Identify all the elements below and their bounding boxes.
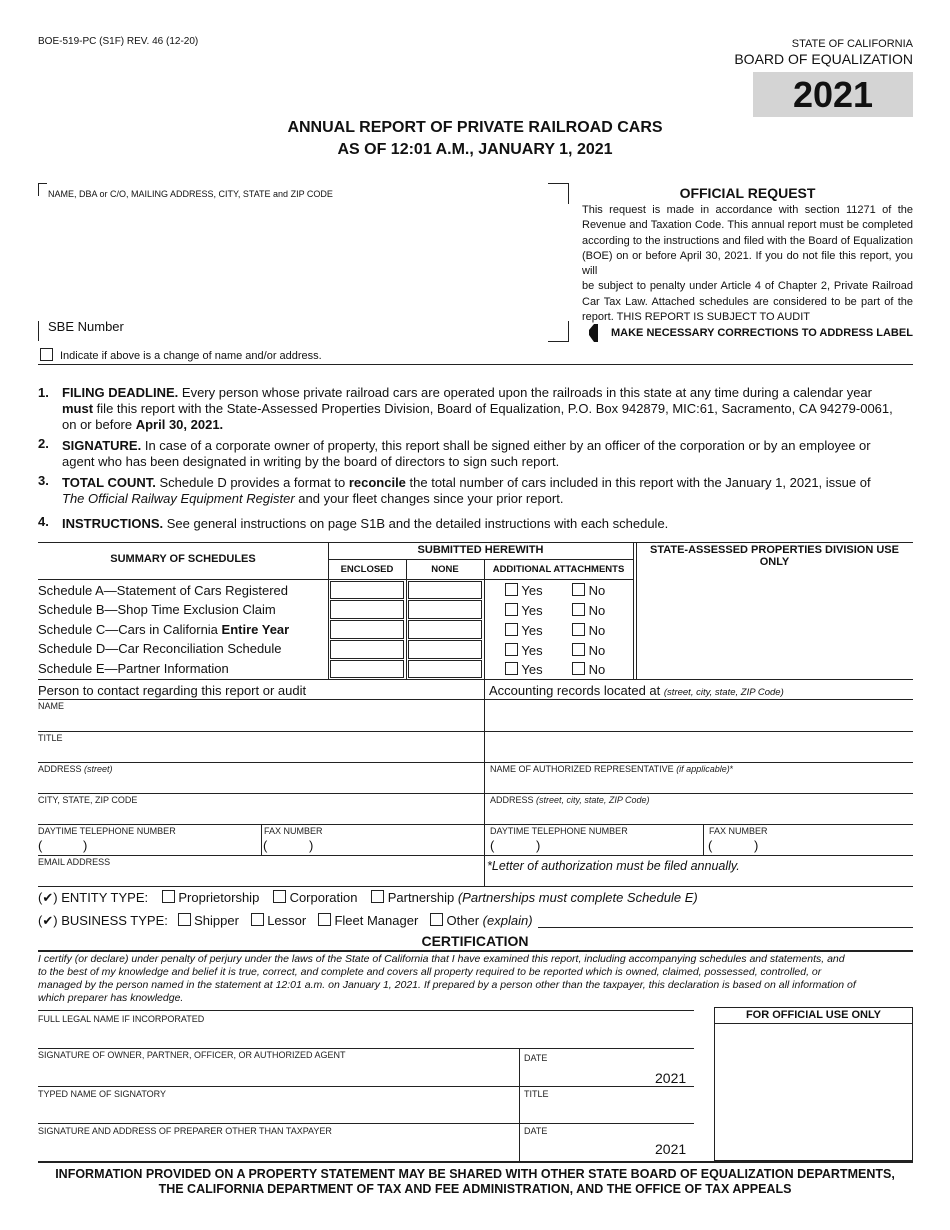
divider — [38, 679, 913, 680]
checkbox[interactable] — [505, 583, 518, 596]
page-subtitle: AS OF 12:01 A.M., JANUARY 1, 2021 — [337, 141, 613, 158]
contact-address-input[interactable] — [38, 775, 483, 793]
schedule-c-none-input[interactable] — [408, 620, 482, 639]
rep-name-input[interactable] — [490, 775, 913, 793]
instruction-text: Every person whose private railroad cars are operated upon the railroads in this state at any time during a calendar year — [178, 385, 872, 400]
instruction-italic: The Official Railway Equipment Register — [62, 491, 295, 506]
option-label: Corporation — [289, 890, 358, 905]
checkbox[interactable] — [505, 603, 518, 616]
divider — [38, 1048, 694, 1049]
instruction-number: 2. — [38, 436, 49, 451]
schedule-c-enclosed-input[interactable] — [330, 620, 404, 639]
contact-person-label: Person to contact regarding this report or audit — [38, 683, 307, 698]
instruction-filing-deadline — [62, 385, 922, 433]
instruction-text: on or before — [62, 417, 136, 432]
contact-city-input[interactable] — [38, 806, 483, 824]
checkbox[interactable] — [178, 913, 191, 926]
contact-fax-paren-open: ( — [263, 838, 268, 853]
contact-fax-paren-close: ) — [309, 838, 314, 853]
instruction-text: the total number of cars included in this report with the January 1, 2021, issue of — [405, 475, 871, 490]
change-of-address-label: Indicate if above is a change of name and/or address. — [60, 350, 322, 362]
divider — [328, 542, 329, 679]
contact-phone-paren-open: ( — [38, 838, 43, 853]
schedule-name: Schedule D—Car Reconciliation Schedule — [38, 641, 282, 656]
checkbox[interactable] — [505, 643, 518, 656]
schedule-e-enclosed-input[interactable] — [330, 660, 404, 678]
typed-name-input[interactable] — [38, 1100, 516, 1122]
checkbox[interactable] — [505, 623, 518, 636]
divider — [38, 1010, 694, 1011]
option-label: Fleet Manager — [334, 913, 419, 928]
rep-address-label — [490, 795, 650, 805]
preparer-label: SIGNATURE AND ADDRESS OF PREPARER OTHER THAN TAXPAYER — [38, 1126, 332, 1136]
change-of-address-checkbox[interactable] — [40, 348, 53, 361]
instruction-text: See general instructions on page S1B and the detailed instructions with each schedule. — [163, 516, 669, 531]
address-hint: (street) — [84, 764, 113, 774]
checkbox[interactable] — [572, 603, 585, 616]
instruction-general — [62, 516, 922, 532]
official-request-line: according to the instructions and filed with the Board of Equalization — [582, 234, 913, 247]
schedule-a-yes[interactable] — [505, 583, 543, 598]
page-title: ANNUAL REPORT OF PRIVATE RAILROAD CARS — [287, 119, 663, 136]
official-request-line: Car Tax Law. Attached schedules are considered to be part of the — [582, 295, 913, 308]
rep-fax-label: FAX NUMBER — [709, 826, 768, 836]
address-corner-tr — [548, 183, 569, 204]
sbe-number-label: SBE Number — [48, 319, 124, 334]
year-badge: 2021 — [753, 72, 913, 117]
divider — [38, 950, 913, 952]
divider — [636, 542, 637, 679]
rep-address-input[interactable] — [490, 806, 913, 824]
contact-fax-input[interactable] — [322, 836, 480, 854]
title-input[interactable] — [522, 1100, 692, 1122]
schedule-d-yes[interactable] — [505, 643, 543, 658]
schedule-b-none-input[interactable] — [408, 600, 482, 619]
instruction-text: file this report with the State-Assessed Properties Division, Board of Equalization, P.O. Box 942879, MIC:61, Sacramento, CA 94279-0061, — [93, 401, 893, 416]
preparer-date-year: 2021 — [655, 1141, 687, 1157]
title-label: TITLE — [524, 1089, 549, 1099]
schedule-name: Schedule A—Statement of Cars Registered — [38, 583, 289, 598]
summary-header: SUMMARY OF SCHEDULES — [110, 553, 256, 565]
divider — [38, 1161, 913, 1163]
rep-fax-paren-close: ) — [754, 838, 759, 853]
checkbox[interactable] — [251, 913, 264, 926]
contact-fax-label: FAX NUMBER — [264, 826, 323, 836]
schedule-name: Schedule E—Partner Information — [38, 661, 229, 676]
checkbox[interactable] — [572, 623, 585, 636]
rep-phone-paren-close: ) — [536, 838, 541, 853]
checkbox[interactable] — [162, 890, 175, 903]
entity-type-row — [38, 890, 698, 906]
signature-date-label: DATE — [524, 1053, 548, 1063]
footer-notice — [0, 1167, 950, 1197]
partnership-note: (Partnerships must complete Schedule E) — [454, 890, 698, 905]
contact-email-label: EMAIL ADDRESS — [38, 857, 111, 867]
certification-title: CERTIFICATION — [421, 933, 529, 949]
certification-line: to the best of my knowledge and belief it is true, correct, and complete and covers all property required to be reported which is owned, claimed, possessed, controlled, or — [38, 966, 822, 978]
divider — [38, 579, 633, 580]
schedule-a-enclosed-input[interactable] — [330, 581, 404, 599]
rep-phone-input[interactable] — [548, 836, 698, 854]
divider — [38, 793, 913, 794]
certification-line: I certify (or declare) under penalty of perjury under the laws of the State of California that I have examined this report, including accompanying schedules and statements, and — [38, 953, 845, 965]
schedule-e-no[interactable] — [572, 662, 605, 677]
corrections-note: MAKE NECESSARY CORRECTIONS TO ADDRESS LABEL — [611, 327, 913, 339]
business-type-label: BUSINESS TYPE: — [61, 913, 168, 928]
divider — [484, 559, 485, 886]
official-request-line: report. THIS REPORT IS SUBJECT TO AUDIT — [582, 311, 811, 324]
address-corner-tl — [38, 183, 47, 196]
instruction-emphasis: must — [62, 401, 94, 416]
contact-title-input[interactable] — [38, 744, 483, 762]
divider — [328, 559, 633, 560]
enclosed-header: ENCLOSED — [340, 564, 394, 575]
divider — [38, 731, 913, 732]
instruction-text: and your fleet changes since your prior report. — [294, 491, 564, 506]
no-label: No — [588, 583, 606, 598]
official-request-line: be subject to penalty under Article 4 of Chapter 2, Private Railroad — [582, 280, 913, 293]
official-request-line: Revenue and Taxation Code. This annual report must be completed — [582, 219, 913, 232]
checkbox[interactable] — [572, 643, 585, 656]
signature-input[interactable] — [38, 1062, 516, 1085]
schedule-emphasis: Entire Year — [221, 622, 290, 637]
divider — [38, 699, 913, 700]
signature-date-year: 2021 — [655, 1070, 687, 1086]
address-corner-br — [548, 321, 569, 342]
rep-fax-input[interactable] — [766, 836, 911, 854]
address-corner-bl — [38, 321, 47, 341]
official-use-box — [714, 1007, 913, 1161]
pointer-icon — [588, 324, 600, 342]
certification-line: managed by the person named in the statement at 12:01 a.m. on January 1, 2021. If prepared by a person other than the taxpayer, this declaration is based on all information of — [38, 979, 856, 991]
option-label: Partnership — [387, 890, 455, 905]
form-number: BOE-519-PC (S1F) REV. 46 (12-20) — [38, 36, 199, 47]
typed-name-label: TYPED NAME OF SIGNATORY — [38, 1089, 167, 1099]
rep-fax-paren-open: ( — [708, 838, 713, 853]
schedule-d-label — [38, 641, 282, 656]
schedule-d-no[interactable] — [572, 643, 605, 658]
instruction-total-count — [62, 475, 922, 507]
schedule-a-no[interactable] — [572, 583, 605, 598]
schedule-b-yes[interactable] — [505, 603, 543, 618]
schedule-c-no[interactable] — [572, 623, 605, 638]
instruction-emphasis: April 30, 2021. — [135, 417, 224, 432]
rep-star: * — [729, 764, 734, 774]
yes-label: Yes — [521, 643, 543, 658]
state-label: STATE OF CALIFORNIA — [791, 38, 913, 50]
business-fleet-manager[interactable] — [318, 913, 418, 928]
contact-phone-input[interactable] — [96, 836, 256, 854]
check-mark: (✔) — [38, 913, 58, 928]
business-shipper[interactable] — [178, 913, 239, 928]
divider — [38, 855, 913, 856]
table-border-top — [38, 542, 913, 543]
address-label: NAME, DBA or C/O, MAILING ADDRESS, CITY, STATE and ZIP CODE — [48, 189, 333, 199]
divider — [703, 824, 704, 855]
official-request-title: OFFICIAL REQUEST — [679, 185, 816, 201]
instruction-number: 1. — [38, 385, 49, 400]
rep-phone-label: DAYTIME TELEPHONE NUMBER — [490, 826, 628, 836]
divider — [38, 886, 913, 887]
contact-name-label: NAME — [38, 701, 65, 711]
attachments-header: ADDITIONAL ATTACHMENTS — [492, 564, 625, 575]
instruction-text: agent who has been designated in writing by the board of directors to sign such report. — [62, 454, 560, 469]
yes-label: Yes — [521, 603, 543, 618]
contact-phone-paren-close: ) — [83, 838, 88, 853]
divider — [633, 542, 634, 679]
divider — [38, 364, 913, 365]
divider — [38, 762, 913, 763]
address-label: ADDRESS — [38, 764, 82, 774]
entity-corporation[interactable] — [273, 890, 358, 905]
schedule-e-none-input[interactable] — [408, 660, 482, 678]
certification-text — [38, 953, 918, 1005]
schedule-c-yes[interactable] — [505, 623, 543, 638]
checkbox[interactable] — [273, 890, 286, 903]
schedule-e-label — [38, 661, 229, 676]
signature-label: SIGNATURE OF OWNER, PARTNER, OFFICER, OR AUTHORIZED AGENT — [38, 1050, 346, 1060]
divider — [38, 1086, 694, 1087]
divider — [261, 824, 262, 855]
schedule-e-yes[interactable] — [505, 662, 543, 677]
instruction-emphasis: reconcile — [348, 475, 406, 490]
schedule-a-label — [38, 583, 288, 598]
option-label: Other — [446, 913, 480, 928]
checkbox[interactable] — [572, 662, 585, 675]
official-request-line: This request is made in accordance with section 11271 of the — [582, 204, 913, 216]
footer-line: INFORMATION PROVIDED ON A PROPERTY STATEMENT MAY BE SHARED WITH OTHER STATE BOARD OF EQUALIZATION DEPARTMENTS, — [55, 1167, 895, 1181]
official-request-line: (BOE) on or before April 30, 2021. If you do not file this report, you will — [582, 249, 913, 278]
instruction-heading: FILING DEADLINE. — [62, 385, 179, 400]
legal-name-input[interactable] — [38, 1025, 694, 1047]
rep-phone-paren-open: ( — [490, 838, 495, 853]
legal-name-label: FULL LEGAL NAME IF INCORPORATED — [38, 1014, 205, 1024]
rep-address-hint: (street, city, state, ZIP Code) — [536, 795, 650, 805]
option-label: Proprietorship — [178, 890, 260, 905]
instruction-heading: SIGNATURE. — [62, 438, 142, 453]
contact-address-label — [38, 764, 113, 774]
business-lessor[interactable] — [251, 913, 307, 928]
instruction-heading: TOTAL COUNT. — [62, 475, 156, 490]
entity-partnership[interactable] — [371, 890, 698, 905]
contact-email-input[interactable] — [38, 868, 483, 885]
instruction-number: 4. — [38, 514, 49, 529]
no-label: No — [588, 603, 606, 618]
official-request-text — [582, 203, 913, 325]
schedule-b-enclosed-input[interactable] — [330, 600, 404, 619]
instruction-heading: INSTRUCTIONS. — [62, 516, 164, 531]
preparer-input[interactable] — [38, 1137, 516, 1160]
schedule-a-none-input[interactable] — [408, 581, 482, 599]
schedule-d-enclosed-input[interactable] — [330, 640, 404, 659]
schedule-name: Schedule C—Cars in California — [38, 622, 222, 637]
rep-address-text: ADDRESS — [490, 795, 537, 805]
contact-phone-label: DAYTIME TELEPHONE NUMBER — [38, 826, 176, 836]
schedule-b-no[interactable] — [572, 603, 605, 618]
checkbox[interactable] — [318, 913, 331, 926]
business-other[interactable] — [430, 913, 533, 928]
records-location-input[interactable] — [486, 701, 913, 730]
instruction-number: 3. — [38, 473, 49, 488]
sapd-header: STATE-ASSESSED PROPERTIES DIVISION USE ONLY — [650, 544, 899, 568]
none-header: NONE — [431, 564, 459, 575]
divider — [38, 824, 913, 825]
rep-name-label — [490, 764, 733, 774]
other-note: (explain) — [479, 913, 533, 928]
certification-line: which preparer has knowledge. — [38, 992, 184, 1004]
entity-proprietorship[interactable] — [162, 890, 260, 905]
no-label: No — [588, 662, 606, 677]
yes-label: Yes — [521, 623, 543, 638]
business-type-row — [38, 913, 533, 929]
checkbox[interactable] — [371, 890, 384, 903]
schedule-name: Schedule B—Shop Time Exclusion Claim — [38, 602, 276, 617]
other-explain-line[interactable] — [538, 927, 913, 928]
submitted-header: SUBMITTED HEREWITH — [417, 544, 544, 556]
official-use-title: FOR OFFICIAL USE ONLY — [715, 1008, 912, 1024]
schedule-d-none-input[interactable] — [408, 640, 482, 659]
no-label: No — [588, 643, 606, 658]
divider — [38, 1123, 694, 1124]
contact-name-input[interactable] — [38, 712, 483, 730]
divider — [519, 1048, 520, 1161]
instruction-signature — [62, 438, 922, 470]
yes-label: Yes — [521, 583, 543, 598]
checkbox[interactable] — [572, 583, 585, 596]
board-label: BOARD OF EQUALIZATION — [734, 51, 913, 67]
footer-line: THE CALIFORNIA DEPARTMENT OF TAX AND FEE ADMINISTRATION, AND THE OFFICE OF TAX APPEALS — [158, 1182, 792, 1196]
records-label: Accounting records located at — [489, 683, 664, 698]
rep-hint: (if applicable) — [676, 764, 730, 774]
accounting-records-label — [489, 683, 784, 698]
contact-city-label: CITY, STATE, ZIP CODE — [38, 795, 138, 805]
divider — [406, 559, 407, 679]
rep-label: NAME OF AUTHORIZED REPRESENTATIVE — [490, 764, 677, 774]
no-label: No — [588, 623, 606, 638]
check-mark: (✔) — [38, 890, 58, 905]
schedule-c-label — [38, 622, 289, 637]
instruction-text: Schedule D provides a format to — [155, 475, 349, 490]
yes-label: Yes — [521, 662, 543, 677]
schedule-b-label — [38, 602, 276, 617]
checkbox[interactable] — [505, 662, 518, 675]
option-label: Shipper — [194, 913, 239, 928]
option-label: Lessor — [267, 913, 307, 928]
records-hint: (street, city, state, ZIP Code) — [663, 687, 784, 698]
checkbox[interactable] — [430, 913, 443, 926]
preparer-date-label: DATE — [524, 1126, 548, 1136]
contact-title-label: TITLE — [38, 733, 63, 743]
authorization-note: *Letter of authorization must be filed annually. — [487, 859, 740, 873]
instruction-text: In case of a corporate owner of property, this report shall be signed either by an officer of the corporation or by an employee or — [141, 438, 871, 453]
entity-type-label: ENTITY TYPE: — [61, 890, 149, 905]
